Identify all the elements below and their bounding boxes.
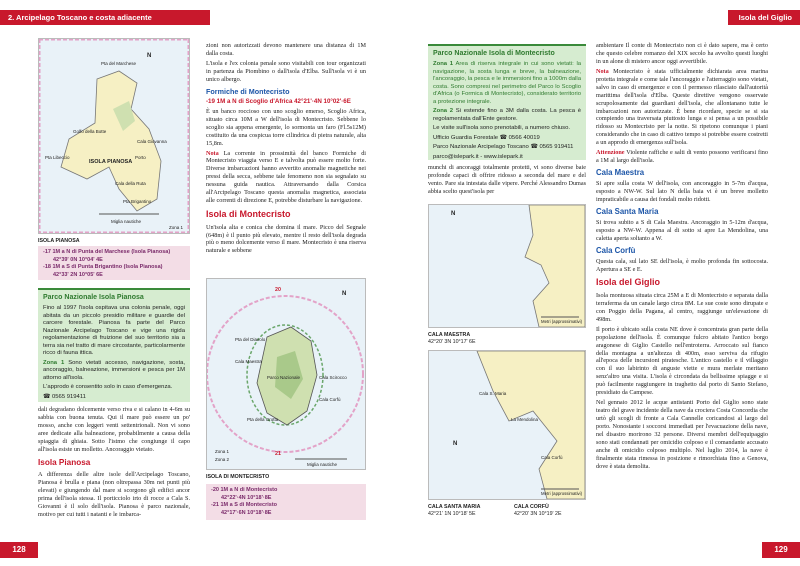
paragraph: Nel gennaio 2012 le acque antistanti Porto del Giglio sono state teatro del grave incidente della nave da crociera Costa Concordia che urtò gli scogli di fronte a Cala Cannelle coricandosi al largo del porto. Nonostante i soccorsi immediati per l'evacuazione della nave, nel disastro morirono 32 persone. Diversi membri dell'equipaggio sono stati condannati per omicidio colposo e il comandante accusato anche di omicidio colposo multiplo. Nel luglio 2014, la nave è finalmente stata rimessa in posizione e rimorchiata fino a Genova, dove è stata demolita.: [596, 399, 768, 470]
waypoint-20: -20 1M a N di Montecristo: [211, 487, 278, 493]
pianosa-heading: Isola Pianosa: [38, 457, 91, 467]
phone-number: 0565 919411: [51, 393, 86, 400]
map-label: Golfo della Botte: [73, 129, 107, 134]
scale-label: Metri (approssimativi): [541, 319, 583, 324]
north-arrow-icon: N: [451, 211, 456, 217]
park-box-web: parco@islepark.it - www.islepark.it: [433, 153, 523, 160]
park-box-title: Parco Nazionale Isola Pianosa: [43, 294, 144, 301]
paragraph: munchi di ancoraggi totalmente protetti, vi sono diverse baie profonde capaci di offrire ridosso a seconda del mare e del vento. Pare sia intestata dalle vipere. Perché Alessandro Dumas abbia scelto quest'isola per: [428, 164, 586, 195]
scale-label: Metri (approssimativi): [541, 491, 583, 496]
section-header: Isola del Giglio: [728, 10, 800, 25]
park-box-phone: ☎ 0565 919411: [43, 393, 86, 400]
montecristo-waypoints: [206, 484, 366, 520]
north-arrow-icon: N: [342, 291, 347, 297]
map-label: Cala Giovanna: [137, 139, 167, 144]
formiche-waypoint: -19 1M a N di Scoglio d'Africa 42°21'·4N 10°02'·6E: [206, 97, 351, 105]
cala-santa-maria-coord: 42°21' 1N 10°18' 5E: [428, 511, 476, 517]
formiche-heading: Formiche di Montecristo: [206, 86, 290, 96]
cala-santa-maria-heading: Cala Santa Maria: [596, 206, 659, 216]
map-label: Parco Nazionale: [267, 375, 301, 380]
montecristo-map: [206, 278, 366, 470]
cala-santa-maria-map: [428, 350, 586, 500]
attention-text: Violente raffiche e salti di vento possono verificarsi fino a 1M al largo dell'isola.: [596, 149, 768, 165]
cala-corfu-caption: CALA CORFÙ: [514, 504, 549, 510]
zone1-text: Area di riserva integrale in cui sono vietati: la navigazione, la sosta lunga e breve, la balneazione, l'ancoraggio, la pesca e le immersioni fino a 1000m dalla costa. Sono compresi nel perimetro del Parco lo Scoglio d'Africa (o Formica di Montecristo), considerato territorio a protezione integrale.: [433, 60, 582, 105]
pianosa-map-graphic: [39, 39, 189, 233]
waypoint-20-marker: 20: [275, 287, 281, 293]
park-box-body: Fino al 1997 l'isola ospitava una colonia penale, oggi abitata da un piccolo presidio militare e guardie del carcere forestale. Pianosa fa parte del Parco Nazionale Arcipelago Toscano e vige una rigida regolamentazione di fruizione del suo territorio sia a terra sia nel tratto di mare circostante, particolarmente ricco di fauna ittica.: [43, 304, 185, 357]
cala-maestra-map: [428, 204, 586, 328]
zone1-label: Zona 1: [43, 359, 65, 366]
map-label: Cala Scirocco: [319, 375, 347, 380]
paragraph: Questa cala, sul lato SE dell'isola, è molto profonda fin sottocosta. Apertura a SE e E.: [596, 257, 768, 273]
cala-maestra-map-graphic: [429, 205, 585, 327]
map-label: Cala Corfù: [319, 397, 341, 402]
map-label: Pta del Marchese: [101, 61, 137, 66]
legend-zone2: Zona 2: [215, 457, 230, 462]
scale-label: Miglia nautiche: [307, 462, 338, 467]
paragraph: Si apre sulla costa W dell'isola, con ancoraggio in 5-7m d'acqua, esposto a NW-W. Sul lato N della baia vi è un breve molletto impraticabile a causa dei fondali molto ridotti.: [596, 180, 768, 203]
paragraph: Un'isola alta e conica che domina il mare. Picco del Segnale (648m) è il punto più elevato, mentre il resto dell'isola degrada più o meno dolcemente verso il mare. Montecristo è una riserva naturale e sebbene: [206, 223, 366, 255]
waypoint-18: -18 1M a S di Punta Brigantino (Isola Pianosa): [43, 264, 163, 271]
waypoint-17-coord: 42°39' 0N 10°04' 4E: [53, 256, 103, 263]
right-column-1-text: [428, 164, 586, 200]
map-label: Cala Maestra: [235, 359, 262, 364]
park-box-access: L'approdo è consentito solo in caso d'emergenza.: [43, 384, 173, 391]
chapter-header: 2. Arcipelago Toscano e costa adiacente: [0, 10, 210, 25]
cala-maestra-heading: Cala Maestra: [596, 168, 645, 178]
waypoint-21-marker: 21: [275, 451, 281, 457]
paragraph: ambientare Il conte di Montecristo non ci è dato sapere, ma è certo che questo celebre romanzo del XIX secolo ha avvolto questi luoghi in un alone di mistero ancor oggi avvertibile.: [596, 42, 768, 65]
pianosa-waypoints: [38, 246, 190, 280]
paragraph: zioni non autorizzati devono mantenere una distanza di 1M dalla costa.: [206, 42, 366, 57]
note-label: Nota: [206, 149, 219, 157]
cala-corfu-heading: Cala Corfù: [596, 245, 636, 255]
note-text: La corrente in prossimità del banco Formiche di Montecristo viaggia verso E e talvolta può essere molto forte. Diverse imbarcazioni hanno avvertito anomalie magnetiche nei pressi della secca, sebbene tale fenomeno non sia segnalato su nessuna guida nautica. Attraversando dalla Corsica all'Arcipelago Toscano questa anomalia magnetica, associata alle correnti di direzione E, potrebbe disturbare la navigazione.: [206, 149, 366, 205]
map-label: La Mendolina: [511, 417, 539, 422]
zone2-text: Si estende fino a 3M dalla costa. La pesca è regolamentata dall'Ente gestore.: [433, 108, 582, 122]
map-label: Pta del Diavolo: [235, 337, 266, 342]
montecristo-heading: Isola di Montecristo: [206, 209, 291, 220]
paragraph: L'isola e l'ex colonia penale sono visitabili con tour organizzati in partenza da Piombino o dall'isola d'Elba. Sull'isola vi è un unico albergo.: [206, 59, 366, 83]
park-box-zone1: [433, 61, 581, 106]
park-box-zone1: [43, 360, 185, 383]
page-number: 129: [762, 542, 800, 558]
map-label: Cala Corfù: [541, 455, 563, 460]
paragraph: Il porto è ubicato sulla costa NE dove è concentrata gran parte della popolazione dell'isola. È comunque fulcro abitato l'antico borgo aragonese di Giglio Castello nell'entroterra. Arroccato sul fianco della montagna a un'altezza di 400m, esso serviva da rifugio all'epoca delle incursioni piratesche. L'antico castello e il villaggio con il suo labirinto di anguste viette e mura merlate meritano senz'altro una visita. L'isola è circondata da bellissime spiagge e si può facilmente raggiungere in traghetto dal porto di Santo Stefano, presidiato da Campese.: [596, 325, 768, 397]
waypoint-18-coord: 42°33' 2N 10°05' 6E: [53, 272, 103, 279]
waypoint-21: -21 1M a S di Montecristo: [211, 502, 278, 509]
note-label: Nota: [596, 67, 609, 75]
cala-corfu-coord: 42°20' 3N 10°19' 2E: [514, 511, 562, 517]
pianosa-park-box: [38, 288, 190, 402]
scale-label: Miglia nautiche: [111, 219, 142, 224]
north-arrow-icon: N: [147, 53, 152, 59]
waypoint-17: -17 1M a N di Punta del Marchese (Isola Pianosa): [43, 249, 171, 255]
paragraph: Si trova subito a S di Cala Maestra. Ancoraggio in 5-12m d'acqua, esposto a NW-W. Appena al di sotto si apre La Mendolina, una caletta aperta soltanto a W.: [596, 218, 768, 242]
paragraph: dali degradano dolcemente verso riva e si calano in 4-6m su sabbia con buona tenuta. Qui il mare può essere un po' mosso, anche con leggeri venti settentrionali. Non vi sono aree dedicate alla balneazione, probabilmente a causa della spiaggia di ghiaia. Sotto l'istmo che congiunge il capo all'isola esiste un molletto. Ancoraggio vietato.: [38, 406, 190, 453]
legend-zone1: Zona 1: [169, 225, 184, 230]
paragraph: [596, 149, 768, 165]
map-label: Cala S. Maria: [479, 391, 507, 396]
attention-label: Attenzione: [596, 149, 625, 157]
map-label: Porto: [135, 155, 146, 160]
note-text: Montecristo è stata ufficialmente dichiarata area marina protetta integrale e come tale l'ancoraggio e l'atterraggio sono vietati, salvo in caso di emergenze e con il permesso rilasciato dall'autorità marittima dell'isola d'Elba. Queste direttive vengono osservate scrupolosamente dai guardiani dell'isola, che allontanano tutte le imbarcazioni non autorizzate. È bene ricordare, specie se si sta compiendo una traversata piuttosto lunga e si pensa a un possibile ridosso su Montecristo per la notte. Si ripetono comunque i piani considerando che in caso di cattivo tempo si potrebbe essere costretti a un approdo di emergenza sull'isola.: [596, 67, 768, 147]
cala-santa-maria-caption: CALA SANTA MARIA: [428, 504, 481, 510]
cala-maestra-coord: 42°20' 3N 10°17' 6E: [428, 339, 476, 345]
cala-santa-maria-map-graphic: [429, 351, 585, 499]
map-label-island: ISOLA PIANOSA: [89, 159, 133, 165]
paragraph: [596, 68, 768, 147]
paragraph: Isola montuosa situata circa 25M a E di Montecristo e separata dalla terraferma da un canale largo circa 8M. Le sue coste sono dirupate e con Poggio della Pagana, al centro, raggiunge un'elevazione di 498m.: [596, 291, 768, 323]
giglio-heading: Isola del Giglio: [596, 277, 661, 288]
map-label: Pta Brigantino: [123, 199, 152, 204]
park-box-title: Parco Nazionale Isola di Montecristo: [433, 50, 555, 57]
montecristo-park-box: [428, 44, 586, 160]
pianosa-map: [38, 38, 190, 234]
montecristo-map-graphic: [207, 279, 365, 469]
paragraph: [206, 150, 366, 206]
park-box-zone2: [433, 108, 581, 123]
map-label: Pta della Grotta: [247, 417, 279, 422]
park-box-visits: Le visite sull'isola sono prenotabili, a numero chiuso.: [433, 125, 571, 132]
page-number: 128: [0, 542, 38, 558]
north-arrow-icon: N: [453, 441, 458, 447]
pianosa-map-caption: ISOLA PIANOSA: [38, 238, 80, 244]
map-label: Pta Libeccio: [45, 155, 70, 160]
paragraph: A differenza delle altre isole dell'Arcipelago Toscano, Pianosa è brulla e piana (non oltrepassa 30m nei punti più elevati) e giungendo dal mare si scorgono gli edifici ancor prima dell'isola stessa. Il porticciolo irto di rocce a Cala S. Giovanni è il solo dell'isola. Pianosa è parco nazionale, motivo per cui tutti i natanti e le imbarca-: [38, 471, 190, 518]
zone1-label: Zona 1: [433, 60, 454, 67]
map-label: Cala della Ruta: [115, 181, 146, 186]
waypoint-20-coord: 42°22'·4N 10°18'·8E: [221, 494, 272, 501]
montecristo-map-caption: ISOLA DI MONTECRISTO: [206, 474, 270, 480]
waypoint-21-coord: 42°17'·6N 10°18'·8E: [221, 510, 272, 517]
zone2-label: Zona 2: [433, 108, 454, 115]
left-column-2-text: [206, 42, 366, 274]
zone1-text: Sono vietati accesso, navigazione, sosta, ancoraggio, balneazione, immersioni e pesca per 1M attorno all'isola.: [43, 359, 186, 381]
cala-maestra-caption: CALA MAESTRA: [428, 332, 471, 338]
left-column-1-text: [38, 406, 190, 552]
park-box-office: Ufficio Guardia Forestale ☎ 0566 40019: [433, 134, 540, 141]
right-page: [400, 0, 800, 566]
park-box-parco: Parco Nazionale Arcipelago Toscano ☎ 0565 919411: [433, 144, 574, 151]
right-column-2-text: [596, 42, 768, 548]
paragraph: È un banco roccioso con uno scoglio emerso, Scoglio Africa, situato circa 10M a W dell'isola di Montecristo. Sebbene lo scoglio sia appena emergente, lo sormonta un faro (Fl.5s12M) costituito da una cospicua torre cilindrica di pietra naturale, alta 15,8m.: [206, 107, 366, 147]
legend-zone1: Zona 1: [215, 449, 230, 454]
